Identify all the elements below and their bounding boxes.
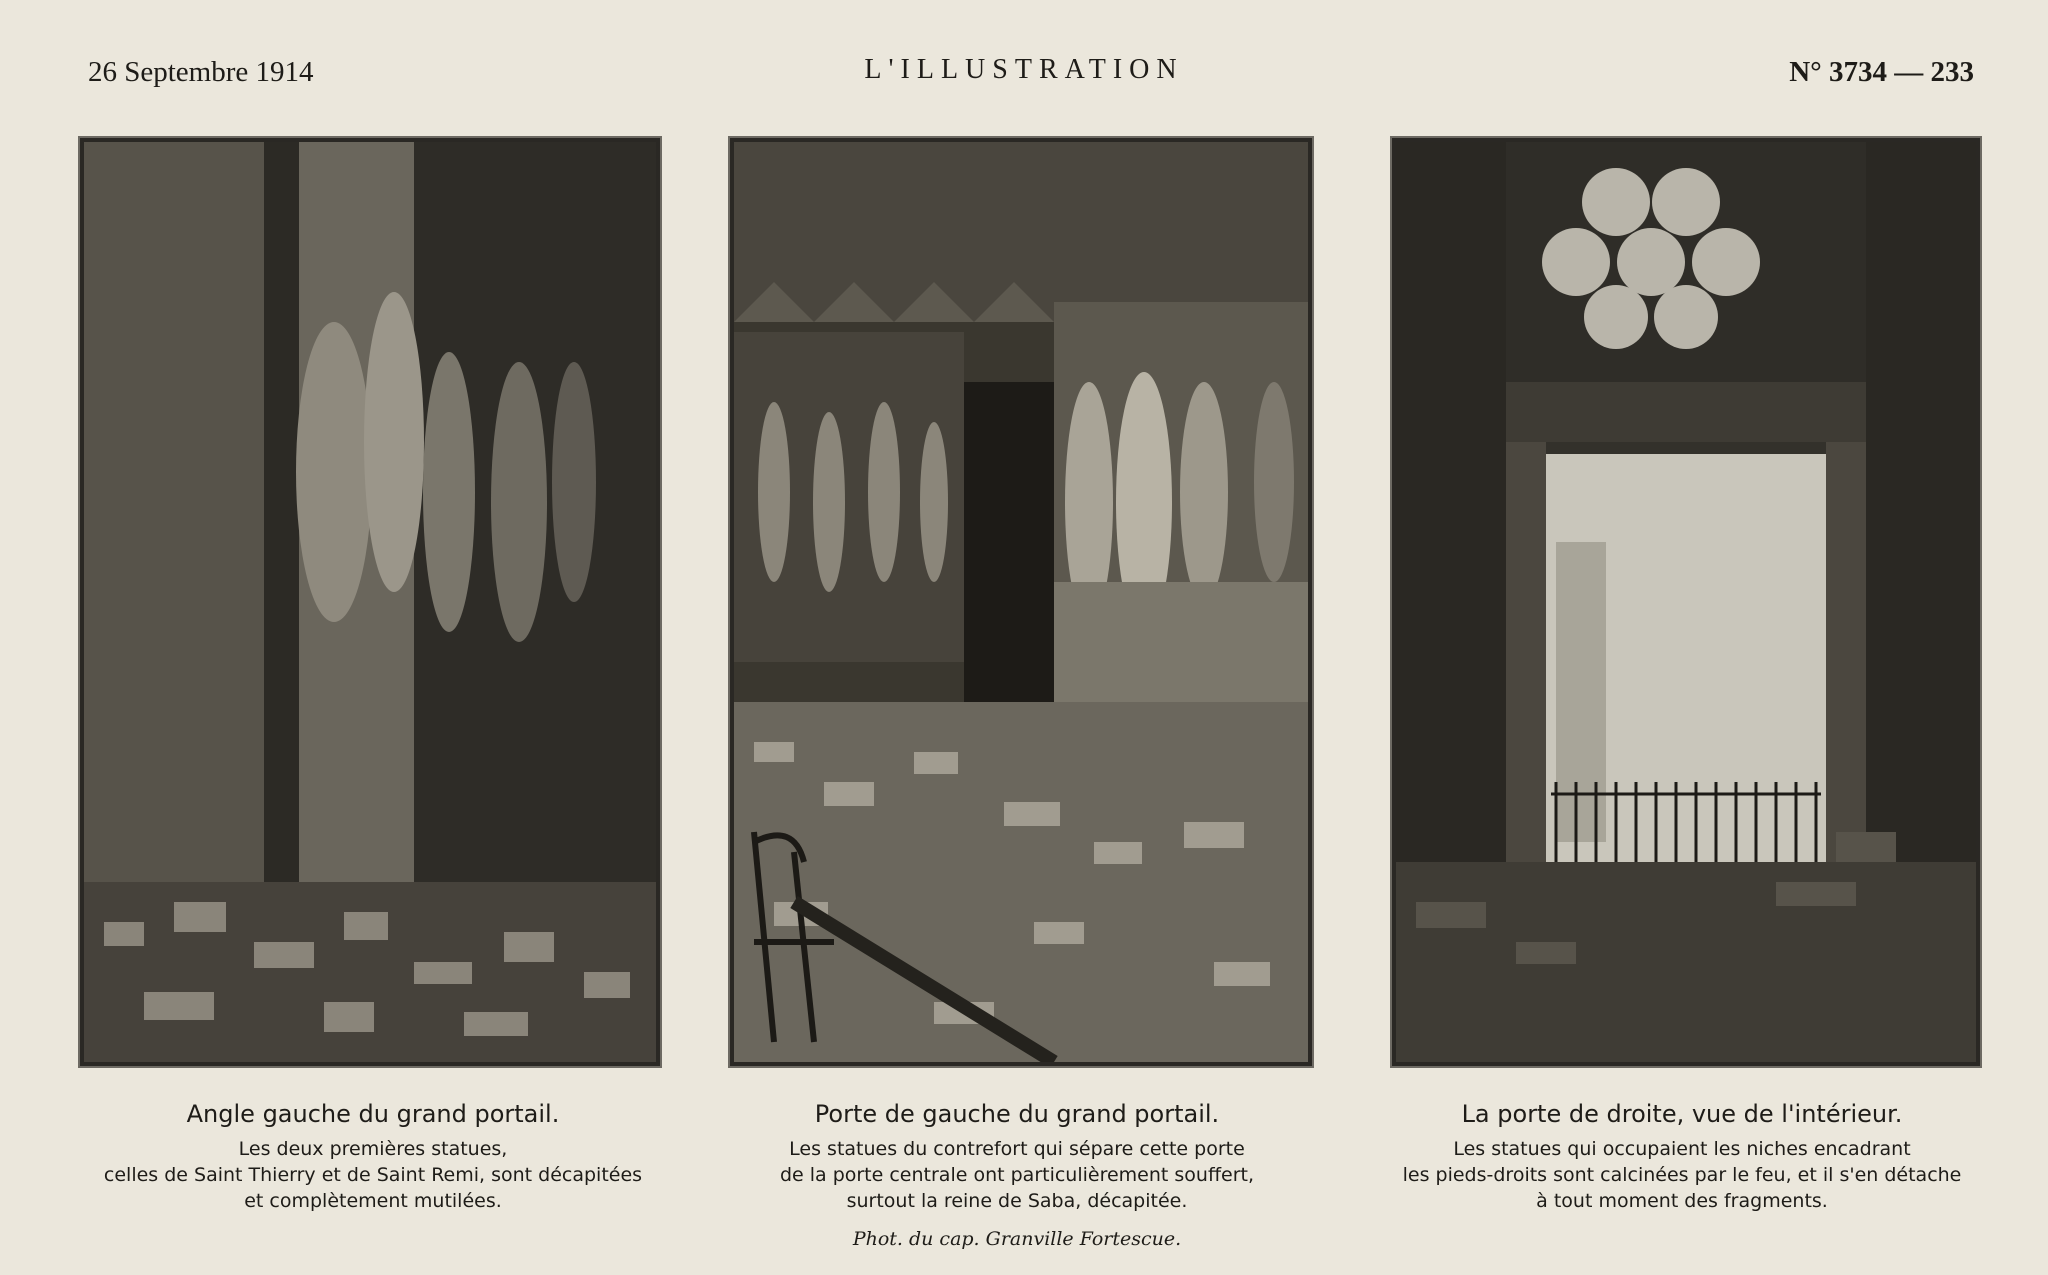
- photo-credit: Phot. du cap. Granville Fortescue.: [852, 1228, 1182, 1250]
- caption-line: à tout moment des fragments.: [1536, 1190, 1828, 1212]
- caption-line: Les statues qui occupaient les niches encadrant: [1453, 1138, 1911, 1160]
- publication-title: L'ILLUSTRATION: [864, 54, 1184, 85]
- caption-body: [1362, 1136, 2002, 1214]
- caption-right-door-interior: [1362, 1100, 2002, 1214]
- photo-left-door-portal: [730, 138, 1312, 1066]
- caption-line: Les deux premières statues,: [238, 1138, 508, 1160]
- caption-line: et complètement mutilées.: [244, 1190, 502, 1212]
- caption-line: Les statues du contrefort qui sépare cette porte: [789, 1138, 1245, 1160]
- caption-body: [40, 1136, 706, 1214]
- issue-date: 26 Septembre 1914: [88, 56, 314, 88]
- caption-line: les pieds-droits sont calcinées par le feu, et il s'en détache: [1402, 1164, 1962, 1186]
- caption-line: surtout la reine de Saba, décapitée.: [846, 1190, 1188, 1212]
- issue-page-number: N° 3734 — 233: [1789, 56, 1974, 88]
- caption-title: La porte de droite, vue de l'intérieur.: [1461, 1100, 1903, 1128]
- caption-left-angle-portal: [40, 1100, 706, 1214]
- photo-left-angle-portal: [80, 138, 660, 1066]
- caption-title: Porte de gauche du grand portail.: [814, 1100, 1220, 1128]
- caption-title: Angle gauche du grand portail.: [186, 1100, 560, 1128]
- photo-right-door-interior: [1392, 138, 1980, 1066]
- caption-line: de la porte centrale ont particulièrement souffert,: [779, 1164, 1255, 1186]
- caption-left-door-portal: [700, 1100, 1334, 1250]
- caption-line: celles de Saint Thierry et de Saint Remi, sont décapitées: [103, 1164, 643, 1186]
- caption-body: [700, 1136, 1334, 1214]
- page-header: [0, 52, 2048, 92]
